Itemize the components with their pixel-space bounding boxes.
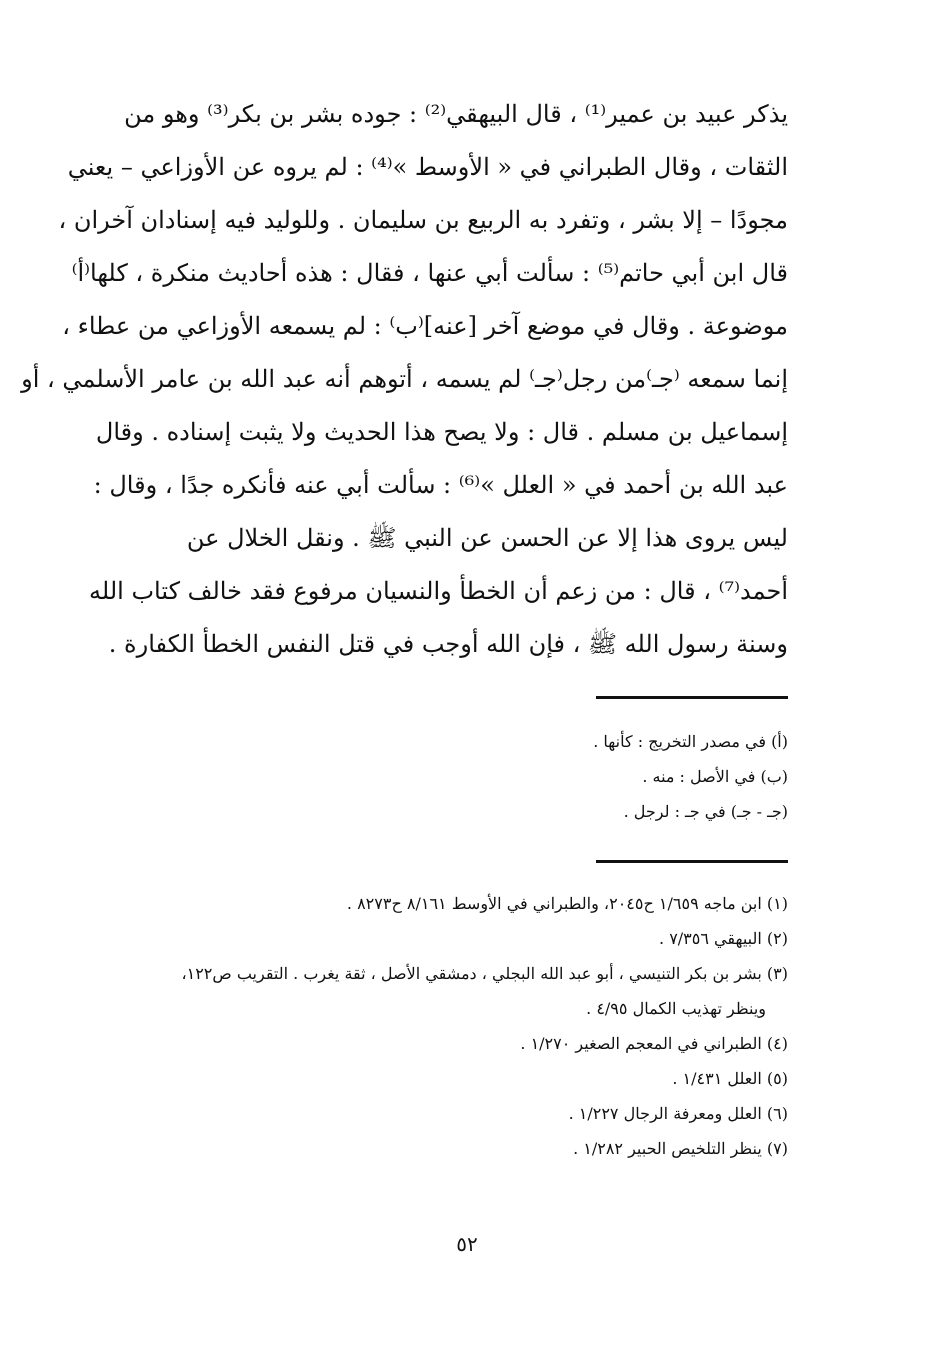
text-line: ليس يروى هذا إلا عن الحسن عن النبي ﷺ . ونقل الخلال عن	[186, 524, 788, 552]
footnote: (٢) البيهقي ٧/٣٥٦ .	[659, 929, 788, 948]
variant-note: (ب) في الأصل : منه .	[642, 767, 788, 786]
page-number: ٥٢	[456, 1232, 478, 1256]
text-line: يذكر عبيد بن عمير⁽¹⁾ ، قال البيهقي⁽²⁾ : جوده بشر بن بكر⁽³⁾ وهو من	[124, 100, 788, 128]
footnote: (١) ابن ماجه ١/٦٥٩ ح٢٠٤٥، والطبراني في الأوسط ٨/١٦١ ح٨٢٧٣ .	[346, 894, 788, 913]
text-line: الثقات ، وقال الطبراني في « الأوسط »⁽⁴⁾ : لم يروه عن الأوزاعي – يعني	[67, 153, 788, 181]
footnote: (٥) العلل ١/٤٣١ .	[672, 1069, 788, 1088]
footnote: (٧) ينظر التلخيص الحبير ١/٢٨٢ .	[573, 1139, 788, 1158]
footnote-continuation: وينظر تهذيب الكمال ٤/٩٥ .	[586, 999, 766, 1018]
main-text-body	[21, 88, 788, 671]
footnote-separator-variants	[596, 696, 788, 699]
footnote-separator-sources	[596, 860, 788, 863]
footnote: (٦) العلل ومعرفة الرجال ١/٢٢٧ .	[568, 1104, 788, 1123]
footnote: (٤) الطبراني في المعجم الصغير ١/٢٧٠ .	[520, 1034, 788, 1053]
text-line: إنما سمعه ⁽جـ⁾من رجل⁽جـ⁾ لم يسمه ، أتوهم أنه عبد الله بن عامر الأسلمي ، أو	[21, 365, 788, 393]
text-line: قال ابن أبي حاتم⁽⁵⁾ : سألت أبي عنها ، فقال : هذه أحاديث منكرة ، كلها⁽أ⁾	[71, 259, 788, 287]
text-line: إسماعيل بن مسلم . قال : ولا يصح هذا الحديث ولا يثبت إسناده . وقال	[95, 418, 788, 446]
variant-note: (أ) في مصدر التخريج : كأنها .	[593, 732, 788, 751]
text-line: عبد الله بن أحمد في « العلل »⁽⁶⁾ : سألت أبي عنه فأنكره جدًا ، وقال :	[93, 471, 788, 499]
source-footnotes	[118, 886, 788, 1166]
text-line: أحمد⁽⁷⁾ ، قال : من زعم أن الخطأ والنسيان مرفوع فقد خالف كتاب الله	[89, 577, 788, 605]
variant-notes	[148, 724, 788, 829]
text-line: موضوعة . وقال في موضع آخر [عنه]⁽ب⁾ : لم يسمعه الأوزاعي من عطاء ،	[62, 312, 788, 340]
text-line: وسنة رسول الله ﷺ ، فإن الله أوجب في قتل النفس الخطأ الكفارة .	[108, 630, 788, 658]
text-line: مجودًا – إلا بشر ، وتفرد به الربيع بن سليمان . وللوليد فيه إسنادان آخران ،	[58, 206, 788, 234]
variant-note: (جـ - جـ) في جـ : لرجل .	[623, 802, 788, 821]
footnote: (٣) بشر بن بكر التنيسي ، أبو عبد الله البجلي ، دمشقي الأصل ، ثقة يغرب . التقريب ص١٢٢،	[181, 964, 788, 983]
